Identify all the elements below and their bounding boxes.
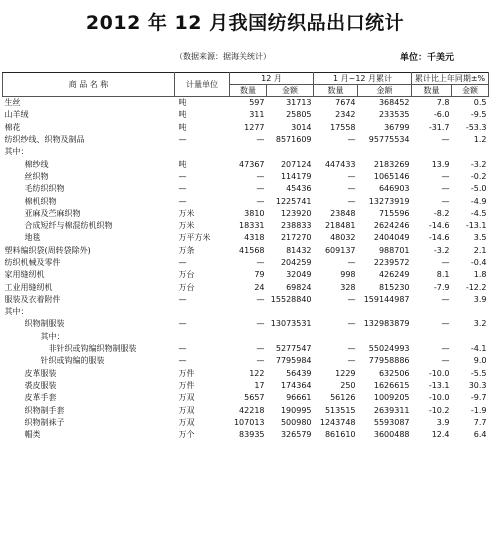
cell-change-qty: — <box>441 344 450 354</box>
cell-cumulative-qty: — <box>347 294 356 304</box>
cell-name: 非针织或钩编织物制服装 <box>48 344 137 354</box>
cell-cumulative-qty: 48032 <box>330 233 356 243</box>
cell-change-qty: -8.2 <box>433 208 450 218</box>
cell-cumulative-qty <box>314 331 358 343</box>
cell-change-qty: 7.8 <box>436 98 450 108</box>
cell-change-qty: — <box>441 294 450 304</box>
header-month: 12 月 <box>230 73 314 85</box>
cell-cumulative-qty: 513515 <box>324 405 356 415</box>
table-row <box>3 208 489 220</box>
cell-month-qty: — <box>256 196 265 206</box>
cell-month-qty: 5657 <box>244 393 265 403</box>
cell-name: 织物制袜子 <box>24 417 65 427</box>
header-change-qty: 数量 <box>412 85 452 97</box>
cell-cumulative-amount: 715596 <box>378 208 410 218</box>
cell-month-amount: 207124 <box>280 159 312 169</box>
table-row <box>3 281 489 293</box>
table-row <box>3 269 489 281</box>
page-title: 2012 年 12 月我国纺织品出口统计 <box>85 12 405 34</box>
cell-change-amount: -3.2 <box>470 159 487 169</box>
cell-cumulative-amount: 1626615 <box>373 380 410 390</box>
cell-cumulative-amount: 55024993 <box>368 344 410 354</box>
table-row <box>3 134 489 146</box>
cell-unit: 万米 <box>178 221 195 231</box>
table-row <box>3 368 489 380</box>
cell-name: 其中： <box>4 147 29 157</box>
cell-month-amount: 204259 <box>280 258 312 267</box>
cell-cumulative-amount: 2183269 <box>373 159 410 169</box>
table-row <box>3 404 489 416</box>
table-row <box>3 245 489 257</box>
cell-unit: 万双 <box>178 417 195 427</box>
cell-month-qty <box>230 146 267 158</box>
cell-cumulative-qty: 218481 <box>324 221 356 231</box>
cell-cumulative-qty: 17558 <box>330 122 356 132</box>
cell-change-amount: -5.0 <box>470 184 487 194</box>
cell-cumulative-amount: 2639311 <box>373 405 410 415</box>
cell-unit: 吨 <box>178 110 187 120</box>
cell-cumulative-qty: — <box>347 184 356 194</box>
cell-month-qty: 83935 <box>239 430 265 440</box>
cell-month-qty: 42218 <box>239 405 265 415</box>
cell-change-qty: -13.1 <box>428 380 450 390</box>
cell-name: 家用缝纫机 <box>4 270 45 280</box>
cell-month-qty <box>230 331 267 343</box>
cell-cumulative-amount: 2239572 <box>373 258 410 267</box>
table-row <box>3 429 489 441</box>
cell-month-amount: 13073531 <box>270 319 312 329</box>
cell-month-qty: — <box>256 294 265 304</box>
table-row <box>3 380 489 392</box>
table-row <box>3 109 489 121</box>
table-row <box>3 257 489 269</box>
cell-unit: — <box>178 196 187 206</box>
cell-change-qty: -10.0 <box>428 368 450 378</box>
cell-change-qty: -10.2 <box>428 405 450 415</box>
cell-cumulative-qty <box>314 146 358 158</box>
cell-month-amount: 96661 <box>286 393 312 403</box>
cell-unit <box>175 146 230 158</box>
table-row <box>3 343 489 355</box>
cell-cumulative-amount: 233535 <box>378 110 410 120</box>
cell-change-qty: -31.7 <box>428 122 450 132</box>
cell-month-qty: — <box>256 171 265 181</box>
cell-month-amount: 326579 <box>280 430 312 440</box>
cell-cumulative-qty: 998 <box>340 270 356 280</box>
cell-change-qty: -6.0 <box>433 110 450 120</box>
cell-unit: 万条 <box>178 245 195 255</box>
cell-change-qty: -14.6 <box>428 233 450 243</box>
cell-month-qty: 107013 <box>233 417 265 427</box>
header-cumulative-qty: 数量 <box>314 85 358 97</box>
cell-cumulative-qty: 1229 <box>335 368 356 378</box>
cell-cumulative-amount: 159144987 <box>363 294 410 304</box>
cell-cumulative-qty: 2342 <box>335 110 356 120</box>
cell-name: 毛纺织织物 <box>24 184 65 194</box>
cell-unit: 吨 <box>178 122 187 132</box>
cell-unit <box>175 306 230 318</box>
cell-month-qty <box>230 306 267 318</box>
cell-unit: 万双 <box>178 405 195 415</box>
cell-month-amount: 8571609 <box>275 135 312 145</box>
cell-change-amount: 1.2 <box>473 135 487 145</box>
cell-change-qty: -3.2 <box>433 245 450 255</box>
cell-cumulative-amount: 368452 <box>378 98 410 108</box>
cell-cumulative-qty: — <box>347 196 356 206</box>
cell-cumulative-qty: 609137 <box>324 245 356 255</box>
header-change: 累计比上年同期±% <box>412 73 489 85</box>
cell-unit: 万米 <box>178 208 195 218</box>
unit-note: 单位：千美元 <box>400 53 455 63</box>
cell-name: 织物制手套 <box>24 405 65 415</box>
cell-unit: 万双 <box>178 393 195 403</box>
cell-change-qty: — <box>441 171 450 181</box>
cell-change-qty: — <box>441 135 450 145</box>
cell-change-qty <box>412 331 452 343</box>
cell-month-qty: — <box>256 184 265 194</box>
cell-month-amount <box>267 146 314 158</box>
cell-cumulative-amount: 988701 <box>378 245 410 255</box>
cell-cumulative-amount: 95775534 <box>368 135 410 145</box>
table-row <box>3 183 489 195</box>
cell-change-qty: -14.6 <box>428 221 450 231</box>
cell-month-qty: — <box>256 356 265 366</box>
cell-change-qty: — <box>441 184 450 194</box>
cell-month-qty: — <box>256 135 265 145</box>
cell-change-amount: -9.7 <box>470 393 487 403</box>
cell-name: 亚麻及苎麻织物 <box>24 208 81 218</box>
cell-cumulative-amount: 2404049 <box>373 233 410 243</box>
cell-month-amount: 5277547 <box>275 344 312 354</box>
table-row <box>3 306 489 318</box>
cell-unit: 万台 <box>178 282 195 292</box>
cell-change-qty: 13.9 <box>431 159 450 169</box>
cell-cumulative-amount: 815230 <box>378 282 410 292</box>
cell-name: 其中： <box>40 331 65 341</box>
cell-month-amount: 15528840 <box>270 294 312 304</box>
cell-month-amount: 25805 <box>286 110 312 120</box>
cell-month-qty: 4318 <box>244 233 265 243</box>
cell-change-amount: 2.1 <box>473 245 487 255</box>
cell-change-qty: — <box>441 356 450 366</box>
cell-name: 棉花 <box>4 122 21 132</box>
table-row <box>3 331 489 343</box>
cell-unit: 万台 <box>178 270 195 280</box>
cell-cumulative-qty: — <box>347 344 356 354</box>
cell-change-qty: -10.0 <box>428 393 450 403</box>
cell-change-amount: 6.4 <box>473 430 487 440</box>
cell-cumulative-qty: — <box>347 171 356 181</box>
cell-change-amount: 9.0 <box>473 356 487 366</box>
cell-month-amount: 174364 <box>280 380 312 390</box>
cell-cumulative-qty: 250 <box>340 380 356 390</box>
cell-change-amount <box>452 306 489 318</box>
header-change-amount: 金额 <box>452 85 489 97</box>
cell-change-amount: -0.2 <box>470 171 487 181</box>
cell-cumulative-qty: — <box>347 258 356 267</box>
cell-change-amount: -4.5 <box>470 208 487 218</box>
cell-month-qty: 311 <box>249 110 265 120</box>
cell-change-amount: -9.5 <box>470 110 487 120</box>
cell-change-amount: -12.2 <box>465 282 487 292</box>
header-cumulative-amount: 金额 <box>358 85 412 97</box>
table-row <box>3 146 489 158</box>
cell-name: 棉机织物 <box>24 196 57 206</box>
cell-change-amount: -0.4 <box>470 258 487 267</box>
cell-month-qty: 47367 <box>239 159 265 169</box>
cell-month-amount <box>267 306 314 318</box>
cell-unit: 万件 <box>178 368 195 378</box>
cell-cumulative-qty: 23848 <box>330 208 356 218</box>
table-body <box>3 97 489 442</box>
cell-name: 服装及衣着附件 <box>4 294 61 304</box>
cell-month-amount: 3014 <box>291 122 312 132</box>
table-row <box>3 158 489 170</box>
cell-name: 山羊绒 <box>4 110 29 120</box>
cell-cumulative-qty: 328 <box>340 282 356 292</box>
cell-month-qty: — <box>256 258 265 267</box>
cell-unit <box>175 331 230 343</box>
cell-name: 地毯 <box>24 233 41 243</box>
cell-change-amount: 3.5 <box>473 233 487 243</box>
cell-change-amount: 3.9 <box>473 294 487 304</box>
cell-change-qty: — <box>441 196 450 206</box>
table-row <box>3 318 489 330</box>
cell-month-qty: — <box>256 319 265 329</box>
header-unit: 计量单位 <box>175 73 230 97</box>
cell-month-amount: 114179 <box>280 171 312 181</box>
table-row <box>3 232 489 244</box>
cell-month-amount: 1225741 <box>275 196 312 206</box>
cell-cumulative-qty: — <box>347 319 356 329</box>
cell-change-amount <box>452 146 489 158</box>
table-row <box>3 294 489 306</box>
cell-cumulative-amount: 2624246 <box>373 221 410 231</box>
header-item: 商 品 名 称 <box>3 73 175 97</box>
data-source-note: （数据来源：据海关统计） <box>175 52 271 61</box>
cell-name: 合成短纤与棉混纺机织物 <box>24 221 113 231</box>
cell-cumulative-qty: 861610 <box>324 430 356 440</box>
table-row <box>3 195 489 207</box>
cell-cumulative-amount: 5593087 <box>373 417 410 427</box>
table-row <box>3 97 489 110</box>
cell-unit: — <box>178 319 187 329</box>
cell-month-amount: 45436 <box>286 184 312 194</box>
cell-month-qty: 122 <box>249 368 265 378</box>
cell-change-qty: 8.1 <box>436 270 450 280</box>
cell-cumulative-qty: 447433 <box>324 159 356 169</box>
cell-change-qty <box>412 306 452 318</box>
cell-name: 丝织物 <box>24 171 49 181</box>
cell-month-amount: 123920 <box>280 208 312 218</box>
cell-month-amount <box>267 331 314 343</box>
cell-unit: 万个 <box>178 430 195 440</box>
cell-name: 纺织纱线、织物及制品 <box>4 135 85 145</box>
cell-month-qty: 79 <box>254 270 265 280</box>
cell-unit: — <box>178 184 187 194</box>
cell-name: 帽类 <box>24 430 41 440</box>
cell-month-qty: 18331 <box>239 221 265 231</box>
cell-unit: — <box>178 344 187 354</box>
cell-month-qty: 41568 <box>239 245 265 255</box>
cell-cumulative-amount: 1065146 <box>373 171 410 181</box>
cell-month-qty: — <box>256 344 265 354</box>
table-row <box>3 122 489 134</box>
cell-name: 裘皮服装 <box>24 380 57 390</box>
cell-name: 塑料编织袋(周转袋除外) <box>4 245 91 255</box>
cell-name: 生丝 <box>4 98 21 108</box>
cell-change-qty: -7.9 <box>433 282 450 292</box>
cell-cumulative-qty <box>314 306 358 318</box>
cell-name: 织物制服装 <box>24 319 65 329</box>
cell-change-amount: -5.5 <box>470 368 487 378</box>
header-month-amount: 金额 <box>267 85 314 97</box>
cell-cumulative-qty: 1243748 <box>319 417 356 427</box>
cell-name: 其中： <box>4 307 29 317</box>
cell-month-amount: 56439 <box>286 368 312 378</box>
cell-month-amount: 32049 <box>286 270 312 280</box>
cell-change-amount: 7.7 <box>473 417 487 427</box>
cell-cumulative-amount: 646903 <box>378 184 410 194</box>
cell-month-qty: 3810 <box>244 208 265 218</box>
cell-cumulative-amount: 13273919 <box>368 196 410 206</box>
cell-cumulative-amount <box>358 306 412 318</box>
table-row <box>3 220 489 232</box>
cell-cumulative-qty: 56126 <box>330 393 356 403</box>
cell-cumulative-amount: 426249 <box>378 270 410 280</box>
cell-month-amount: 7795984 <box>275 356 312 366</box>
cell-change-amount: -4.1 <box>470 344 487 354</box>
cell-change-amount: -1.9 <box>470 405 487 415</box>
cell-month-amount: 190995 <box>280 405 312 415</box>
cell-cumulative-amount: 36799 <box>384 122 410 132</box>
cell-cumulative-qty: — <box>347 135 356 145</box>
cell-change-qty: 12.4 <box>431 430 450 440</box>
cell-cumulative-qty: — <box>347 356 356 366</box>
table-row <box>3 171 489 183</box>
cell-cumulative-amount <box>358 146 412 158</box>
cell-cumulative-amount: 1009205 <box>373 393 410 403</box>
cell-name: 棉纱线 <box>24 159 49 169</box>
cell-cumulative-amount: 632506 <box>378 368 410 378</box>
cell-unit: — <box>178 135 187 145</box>
cell-month-qty: 597 <box>249 98 265 108</box>
cell-cumulative-amount <box>358 331 412 343</box>
cell-unit: 万件 <box>178 380 195 390</box>
cell-month-amount: 217270 <box>280 233 312 243</box>
cell-name: 纺织机械及零件 <box>4 258 61 267</box>
cell-cumulative-qty: 7674 <box>335 98 356 108</box>
cell-change-qty <box>412 146 452 158</box>
cell-unit: 万平方米 <box>178 233 211 243</box>
cell-change-amount: 1.8 <box>473 270 487 280</box>
cell-unit: — <box>178 356 187 366</box>
cell-month-amount: 500980 <box>280 417 312 427</box>
cell-name: 皮革服装 <box>24 368 57 378</box>
cell-change-amount: 30.3 <box>468 380 487 390</box>
cell-month-qty: 17 <box>254 380 265 390</box>
cell-name: 皮革手套 <box>24 393 57 403</box>
cell-change-amount: 3.2 <box>473 319 487 329</box>
cell-cumulative-amount: 77958886 <box>368 356 410 366</box>
cell-month-amount: 69824 <box>286 282 312 292</box>
cell-change-qty: — <box>441 258 450 267</box>
header-cumulative: 1 月~12 月累计 <box>314 73 412 85</box>
cell-name: 针织或钩编的服装 <box>40 356 105 366</box>
header-month-qty: 数量 <box>230 85 267 97</box>
cell-change-qty: 3.9 <box>436 417 450 427</box>
cell-cumulative-amount: 132983879 <box>363 319 410 329</box>
cell-change-amount: 0.5 <box>473 98 487 108</box>
cell-change-qty: — <box>441 319 450 329</box>
cell-cumulative-amount: 3600488 <box>373 430 410 440</box>
cell-month-amount: 31713 <box>286 98 312 108</box>
cell-unit: — <box>178 258 187 267</box>
table-row <box>3 355 489 367</box>
cell-unit: — <box>178 294 187 304</box>
table-row <box>3 392 489 404</box>
cell-name: 工业用缝纫机 <box>4 282 53 292</box>
cell-month-qty: 24 <box>254 282 265 292</box>
cell-change-amount: -13.1 <box>465 221 487 231</box>
cell-change-amount: -4.9 <box>470 196 487 206</box>
cell-month-qty: 1277 <box>244 122 265 132</box>
cell-unit: 吨 <box>178 98 187 108</box>
cell-change-amount: -53.3 <box>465 122 487 132</box>
cell-unit: — <box>178 171 187 181</box>
table-row <box>3 417 489 429</box>
cell-unit: 吨 <box>178 159 187 169</box>
cell-month-amount: 81432 <box>286 245 312 255</box>
export-statistics-table <box>2 72 489 441</box>
cell-month-amount: 238833 <box>280 221 312 231</box>
cell-change-amount <box>452 331 489 343</box>
